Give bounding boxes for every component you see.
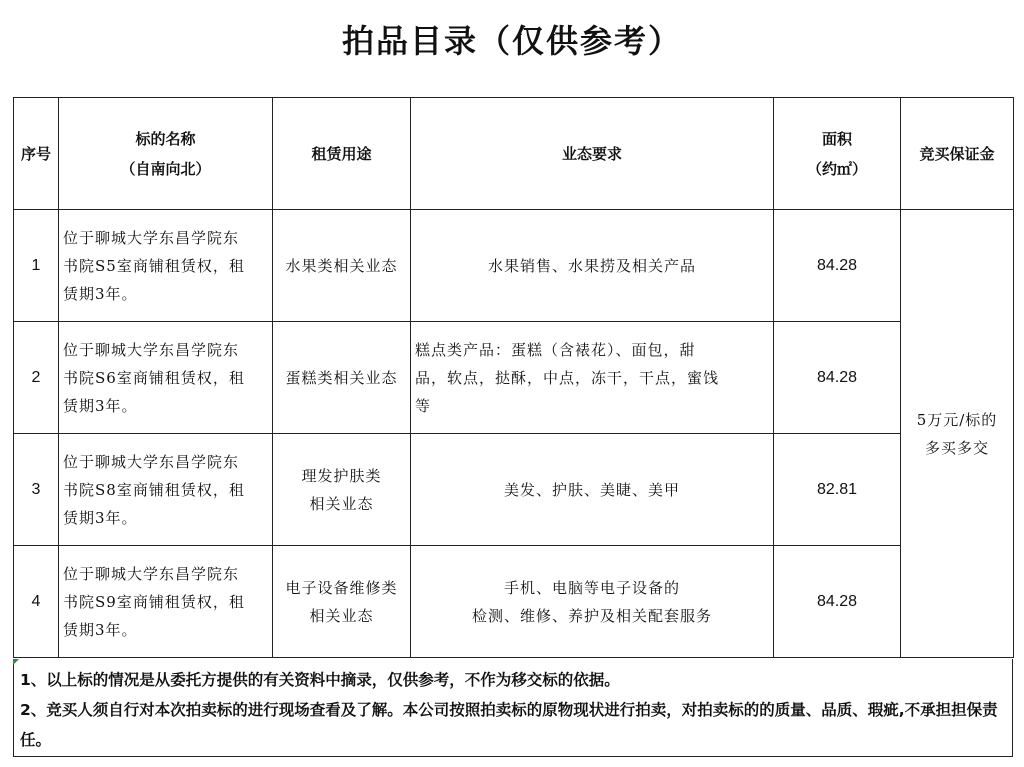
row-index: 3 <box>14 434 59 546</box>
lot-area: 84.28 <box>774 322 901 434</box>
auction-catalog-table <box>13 97 1014 658</box>
header-deposit: 竞买保证金 <box>901 98 1014 210</box>
lot-requirement: 糕点类产品：蛋糕（含裱花）、面包，甜 品，软点，挞酥，中点，冻干，干点，蜜饯 等 <box>411 322 774 434</box>
header-name: 标的名称 （自南向北） <box>59 98 273 210</box>
lot-usage: 水果类相关业态 <box>273 210 411 322</box>
lot-name: 位于聊城大学东昌学院东 书院S5室商铺租赁权，租 赁期3年。 <box>59 210 273 322</box>
header-area: 面积 （约㎡） <box>774 98 901 210</box>
cell-corner-marker <box>13 659 19 665</box>
note-item: 1、以上标的情况是从委托方提供的有关资料中摘录，仅供参考，不作为移交标的依据。 <box>20 671 620 689</box>
header-usage: 租赁用途 <box>273 98 411 210</box>
table-row <box>14 210 1014 322</box>
lot-requirement: 水果销售、水果捞及相关产品 <box>411 210 774 322</box>
lot-requirement: 美发、护肤、美睫、美甲 <box>411 434 774 546</box>
table-header-row <box>14 98 1014 210</box>
lot-name: 位于聊城大学东昌学院东 书院S6室商铺租赁权，租 赁期3年。 <box>59 322 273 434</box>
table-row <box>14 434 1014 546</box>
page-title: 拍品目录（仅供参考） <box>341 22 682 60</box>
note-item: 2、竞买人须自行对本次拍卖标的进行现场查看及了解。本公司按照拍卖标的原物现状进行拍卖，对拍卖标的的质量、品质、瑕疵,不承担担保责任。 <box>20 701 998 749</box>
table-row <box>14 322 1014 434</box>
row-index: 2 <box>14 322 59 434</box>
table-row <box>14 546 1014 658</box>
lot-usage: 蛋糕类相关业态 <box>273 322 411 434</box>
lot-name: 位于聊城大学东昌学院东 书院S8室商铺租赁权，租 赁期3年。 <box>59 434 273 546</box>
row-index: 1 <box>14 210 59 322</box>
row-index: 4 <box>14 546 59 658</box>
lot-name: 位于聊城大学东昌学院东 书院S9室商铺租赁权，租 赁期3年。 <box>59 546 273 658</box>
lot-usage: 电子设备维修类 相关业态 <box>273 546 411 658</box>
deposit-cell: 5万元/标的 多买多交 <box>901 210 1014 658</box>
notes-box <box>13 659 1013 757</box>
lot-area: 84.28 <box>774 546 901 658</box>
lot-usage: 理发护肤类 相关业态 <box>273 434 411 546</box>
header-requirement: 业态要求 <box>411 98 774 210</box>
lot-area: 82.81 <box>774 434 901 546</box>
header-index: 序号 <box>14 98 59 210</box>
lot-requirement: 手机、电脑等电子设备的 检测、维修、养护及相关配套服务 <box>411 546 774 658</box>
lot-area: 84.28 <box>774 210 901 322</box>
